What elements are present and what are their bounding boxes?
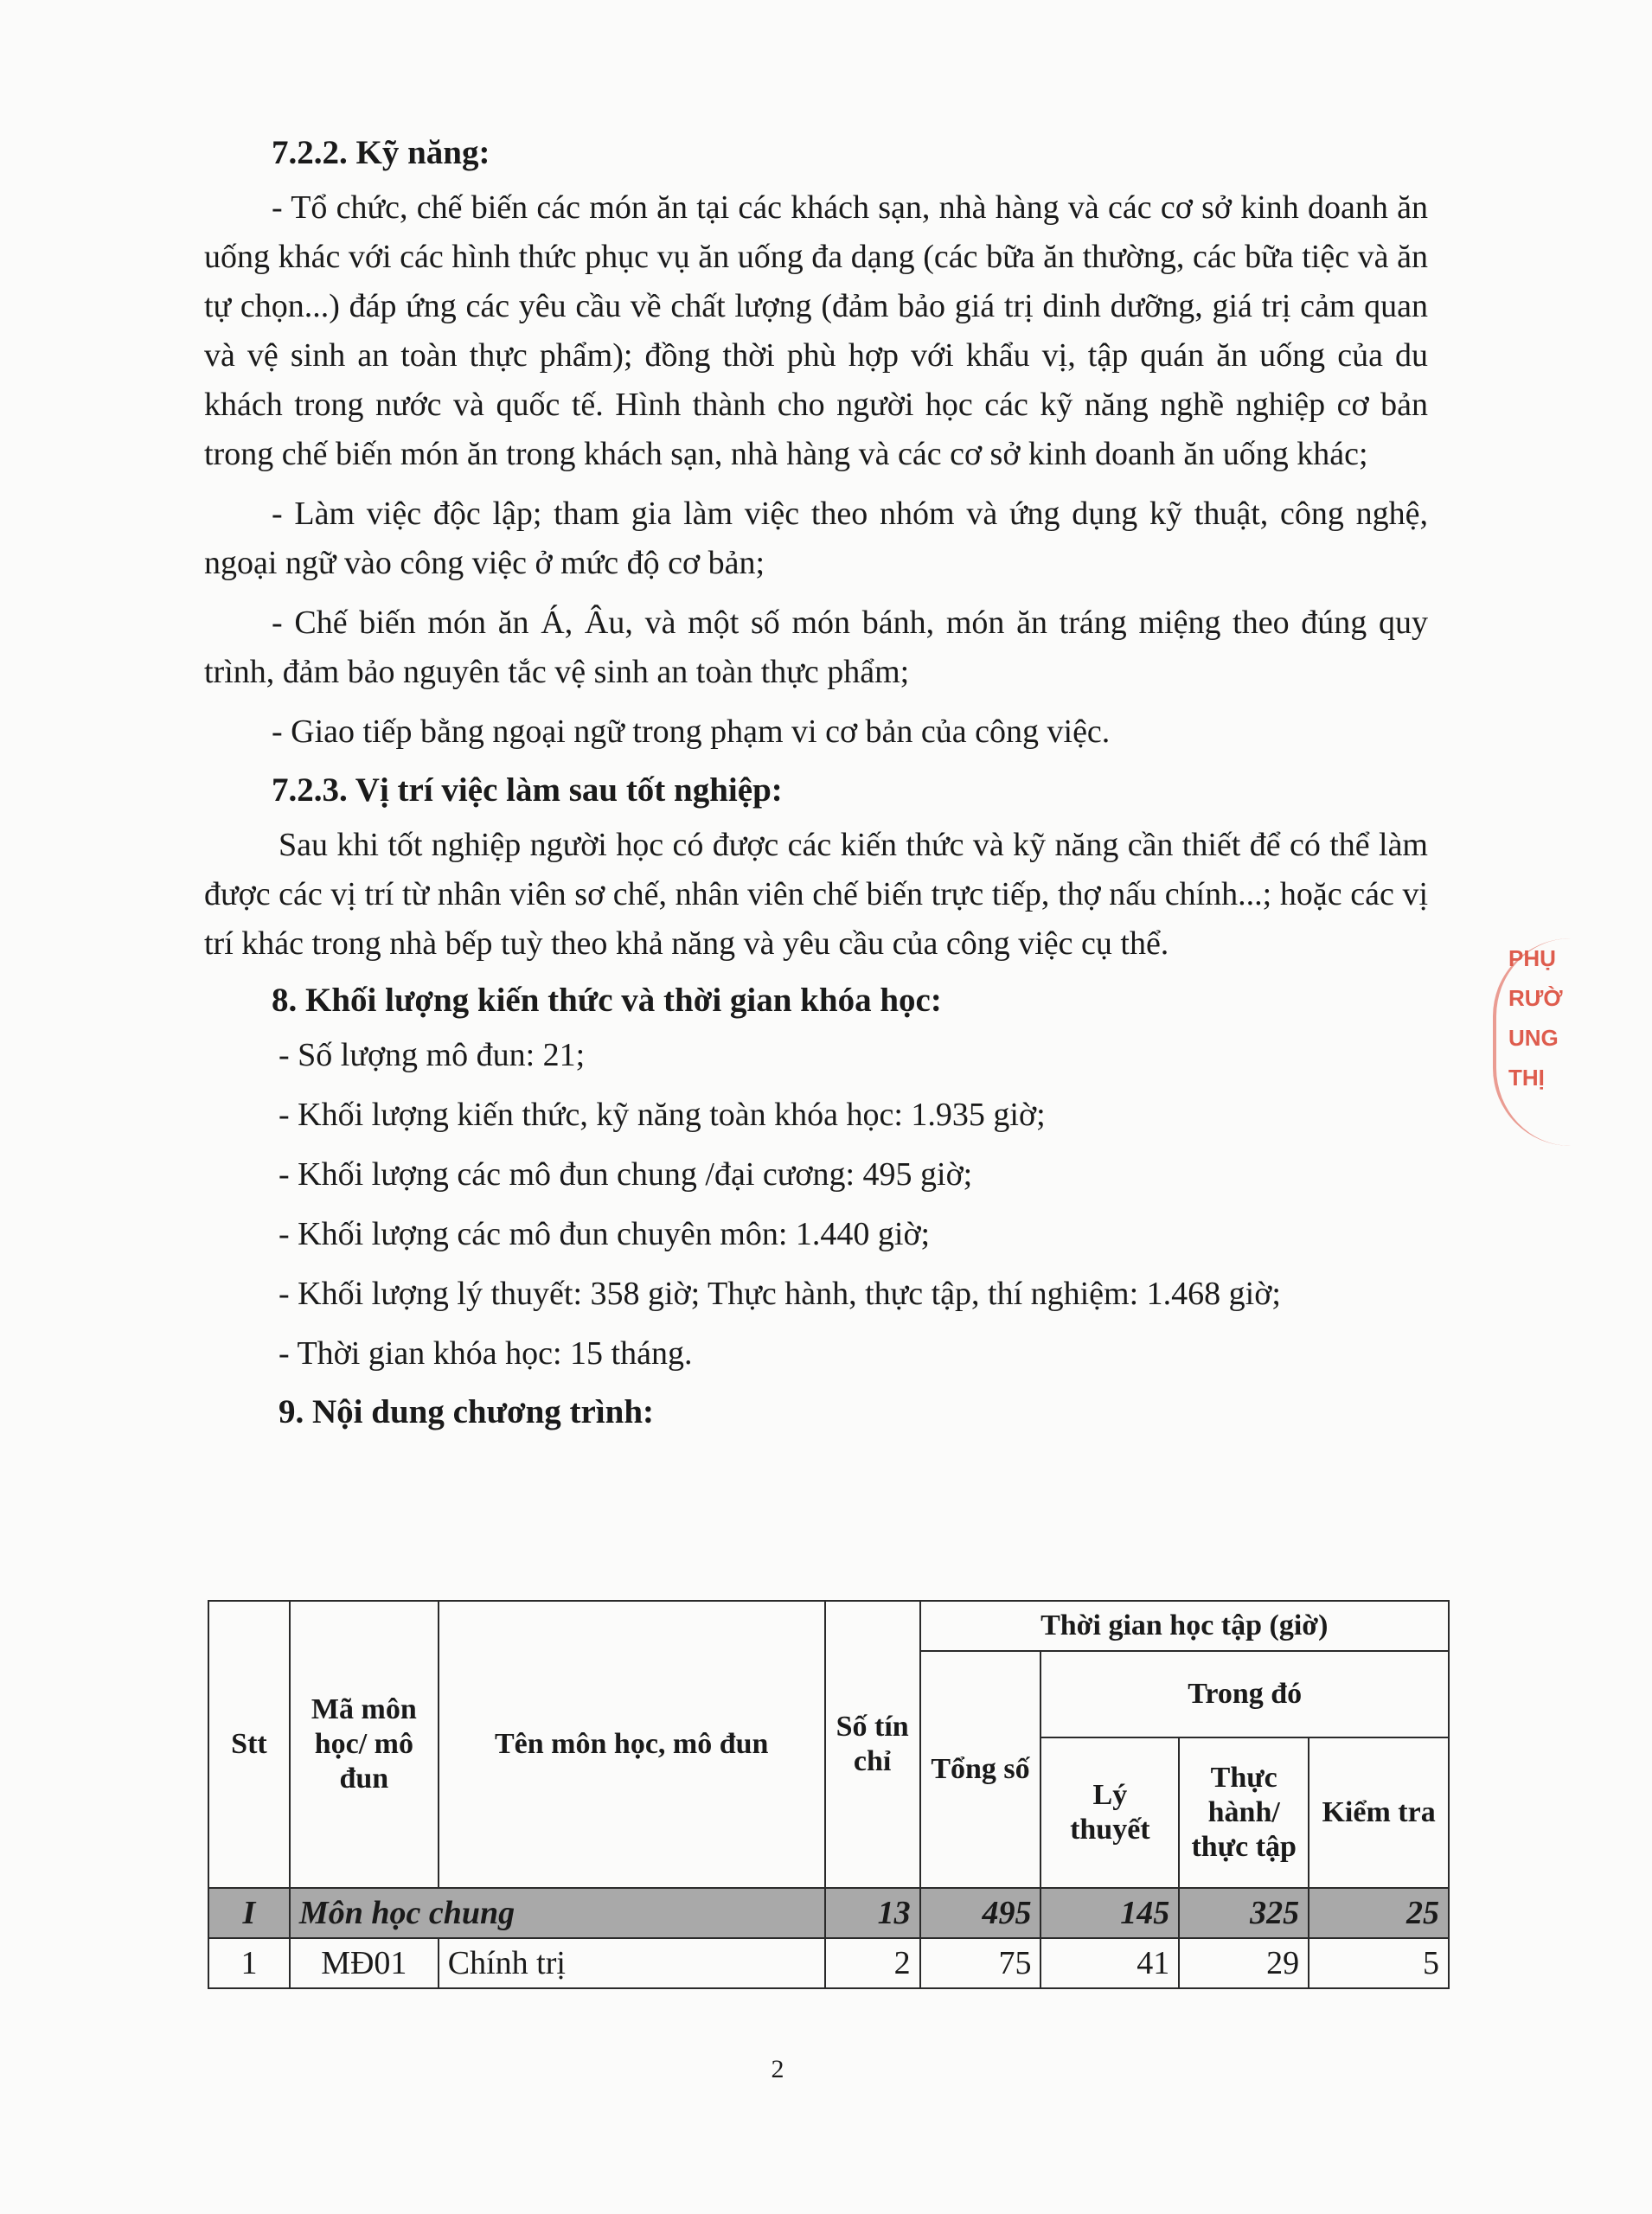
header-test: Kiểm tra [1309, 1737, 1449, 1888]
group-credits: 13 [825, 1888, 920, 1938]
row-theory: 41 [1041, 1938, 1179, 1988]
header-time-group: Thời gian học tập (giờ) [920, 1601, 1449, 1651]
stamp-line-3: UNG [1508, 1025, 1559, 1051]
volume-item-2: - Khối lượng kiến thức, kỹ năng toàn khóa học: 1.935 giờ; [279, 1097, 1046, 1133]
header-stt: Stt [208, 1601, 290, 1888]
section-heading-content: 9. Nội dung chương trình: [279, 1393, 655, 1430]
official-stamp-fragment [1493, 938, 1562, 1163]
page-number: 2 [771, 2055, 784, 2083]
group-stt: I [208, 1888, 290, 1938]
header-theory: Lý thuyết [1041, 1737, 1179, 1888]
group-theory: 145 [1041, 1888, 1179, 1938]
volume-item-6: - Thời gian khóa học: 15 tháng. [279, 1335, 693, 1372]
row-name: Chính trị [439, 1938, 825, 1988]
stamp-line-4: THỊ [1508, 1065, 1545, 1091]
section-heading-skills: 7.2.2. Kỹ năng: [272, 134, 490, 171]
header-practice: Thực hành/ thực tập [1179, 1737, 1309, 1888]
volume-item-3: - Khối lượng các mô đun chung /đại cương: 495 giờ; [279, 1156, 973, 1193]
row-credits: 2 [825, 1938, 920, 1988]
skills-item-1: - Tổ chức, chế biến các món ăn tại các khách sạn, nhà hàng và các cơ sở kinh doanh ăn uống khác với các hình thức phục vụ ăn uống đa dạng (các bữa ăn thường, các bữa tiệc và ăn tự chọn...) đáp ứng các yêu cầu về chất lượng (đảm bảo giá trị dinh dưỡng, giá trị cảm quan và vệ sinh an toàn thực phẩm); đồng thời phù hợp với khẩu vị, tập quán ăn uống của du khách trong nước và quốc tế. Hình thành cho người học các kỹ năng nghề nghiệp cơ bản trong chế biến món ăn trong khách sạn, nhà hàng và các cơ sở kinh doanh ăn uống khác; [204, 189, 1428, 472]
skills-item-4: - Giao tiếp bằng ngoại ngữ trong phạm vi cơ bản của công việc. [272, 713, 1111, 750]
jobs-paragraph: Sau khi tốt nghiệp người học có được các kiến thức và kỹ năng cần thiết để có thể làm được các vị trí từ nhân viên sơ chế, nhân viên chế biến trực tiếp, thợ nấu chính...; hoặc các vị trí khác trong nhà bếp tuỳ theo khả năng và yêu cầu của công việc cụ thể. [204, 827, 1428, 962]
group-name: Môn học chung [290, 1888, 825, 1938]
group-total: 495 [920, 1888, 1041, 1938]
curriculum-table [208, 1600, 1450, 1989]
table-row [208, 1938, 1449, 1988]
volume-item-4: - Khối lượng các mô đun chuyên môn: 1.440 giờ; [279, 1216, 931, 1252]
skills-item-3: - Chế biến món ăn Á, Âu, và một số món bánh, món ăn tráng miệng theo đúng quy trình, đảm bảo nguyên tắc vệ sinh an toàn thực phẩm; [204, 605, 1428, 690]
header-code: Mã môn học/ mô đun [290, 1601, 439, 1888]
row-total: 75 [920, 1938, 1041, 1988]
document-body [204, 130, 1428, 1443]
volume-item-1: - Số lượng mô đun: 21; [279, 1037, 586, 1073]
skills-item-2: - Làm việc độc lập; tham gia làm việc theo nhóm và ứng dụng kỹ thuật, công nghệ, ngoại ngữ vào công việc ở mức độ cơ bản; [204, 496, 1428, 581]
section-heading-jobs: 7.2.3. Vị trí việc làm sau tốt nghiệp: [272, 771, 783, 809]
table-group-row [208, 1888, 1449, 1938]
group-practice: 325 [1179, 1888, 1309, 1938]
stamp-arc [1493, 938, 1652, 1146]
header-name: Tên môn học, mô đun [439, 1601, 825, 1888]
header-total: Tổng số [920, 1651, 1041, 1888]
row-practice: 29 [1179, 1938, 1309, 1988]
row-test: 5 [1309, 1938, 1449, 1988]
stamp-line-1: PHỤ [1508, 945, 1556, 971]
header-of-which: Trong đó [1041, 1651, 1449, 1737]
section-heading-volume: 8. Khối lượng kiến thức và thời gian khóa học: [272, 982, 942, 1019]
volume-item-5: - Khối lượng lý thuyết: 358 giờ; Thực hành, thực tập, thí nghiệm: 1.468 giờ; [279, 1276, 1281, 1312]
header-credits: Số tín chỉ [825, 1601, 920, 1888]
group-test: 25 [1309, 1888, 1449, 1938]
row-code: MĐ01 [290, 1938, 439, 1988]
stamp-line-2: RƯỜ [1508, 985, 1563, 1011]
row-stt: 1 [208, 1938, 290, 1988]
